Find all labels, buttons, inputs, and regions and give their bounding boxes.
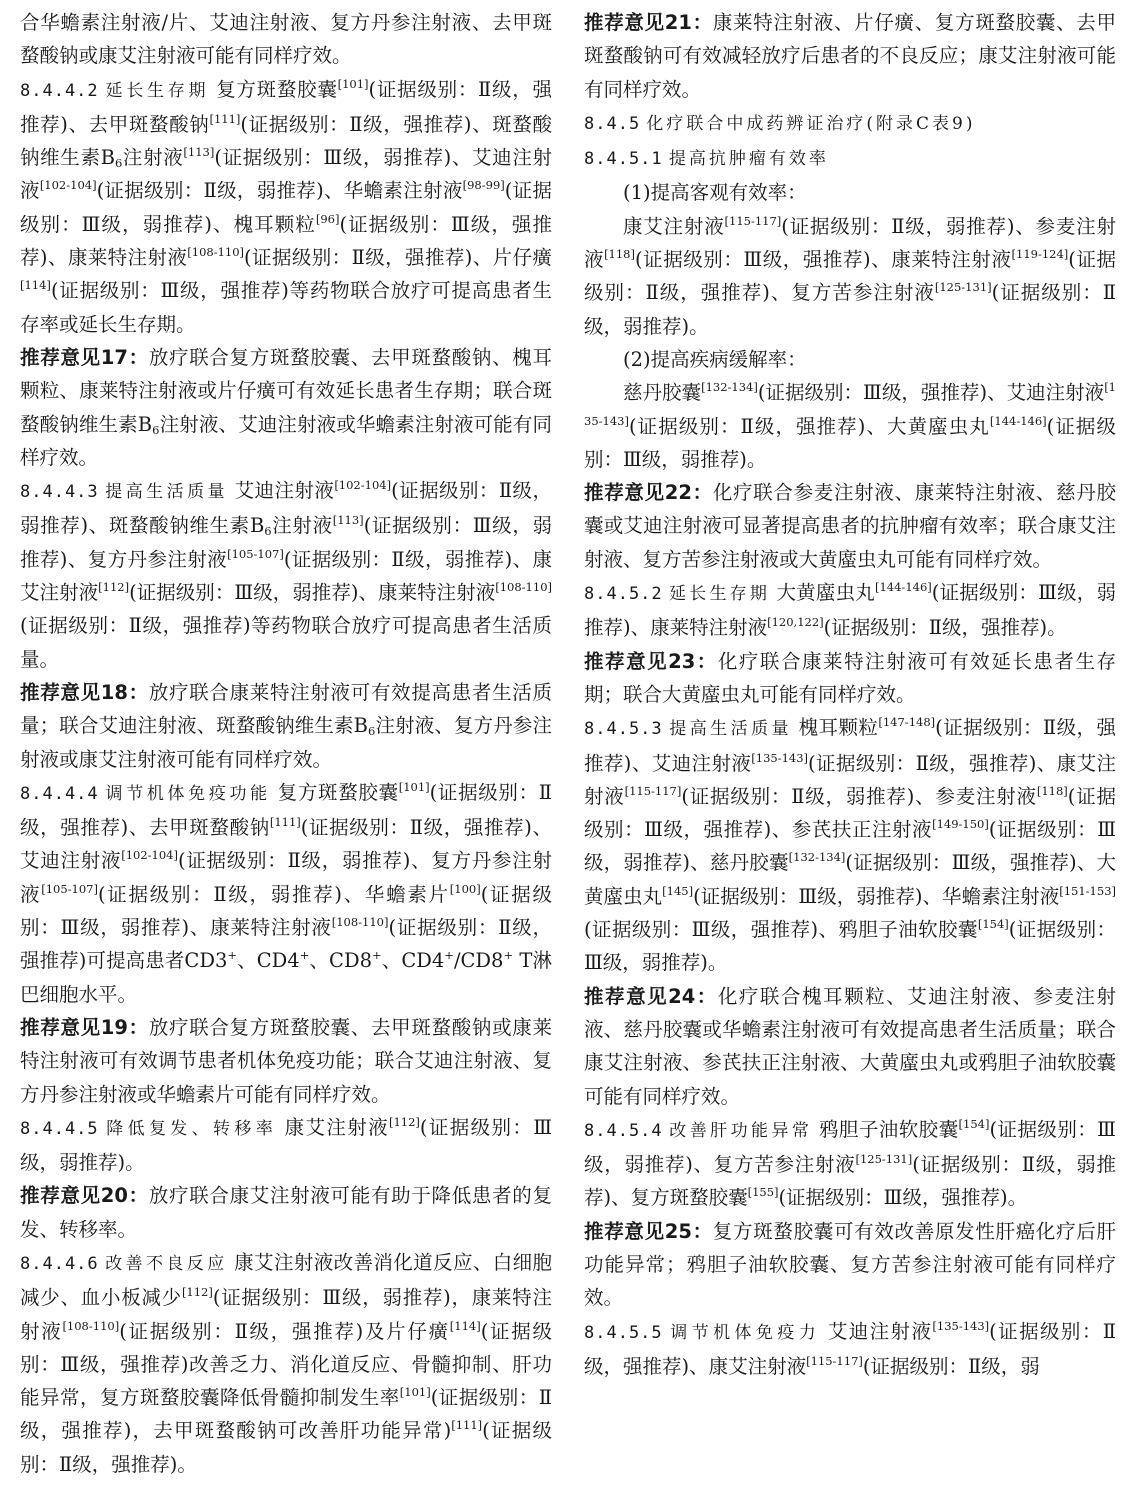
section-title: 调节机体免疫力 bbox=[670, 1322, 821, 1343]
recommendation-text: 放疗联合康艾注射液可能有助于降低患者的复发、转移率。 bbox=[20, 1184, 552, 1241]
section-paragraph bbox=[20, 474, 552, 676]
recommendation-text: 复方斑蝥胶囊可有效改善原发性肝癌化疗后肝功能异常；鸦胆子油软胶囊、复方苦参注射液可能有同样疗效。 bbox=[584, 1219, 1116, 1310]
section-body: 鸦胆子油软胶囊[154](证据级别：Ⅲ级，弱推荐)、复方苦参注射液[125-131](证据级别：Ⅱ级，弱推荐)、复方斑蝥胶囊[155](证据级别：Ⅲ级，强推荐)。 bbox=[584, 1116, 1116, 1210]
recommendation-label: 推荐意见22： bbox=[584, 481, 713, 505]
recommendation bbox=[584, 1215, 1116, 1315]
section-title: 降低复发、转移率 bbox=[106, 1118, 278, 1139]
recommendation bbox=[20, 341, 552, 474]
recommendation-label: 推荐意见17： bbox=[20, 345, 149, 369]
section-number: 8.4.5.3 bbox=[584, 719, 663, 740]
subheading bbox=[584, 343, 1116, 376]
recommendation bbox=[584, 6, 1116, 106]
section-paragraph bbox=[584, 1315, 1116, 1384]
subheading bbox=[584, 176, 1116, 209]
section-title: 延长生存期 bbox=[105, 80, 210, 101]
section-body: 康艾注射液改善消化道反应、白细胞减少、血小板减少[112](证据级别：Ⅲ级，弱推荐)，康莱特注射液[108-110](证据级别：Ⅱ级，强推荐)及片仔癀[114](证据级别：Ⅲ级，强推荐)改善乏力、消化道反应、骨髓抑制、肝功能异常，复方斑蝥胶囊降低骨髓抑制发生率[101](证据级别：Ⅱ级，强推荐)，去甲斑蝥酸钠可改善肝功能异常)[111](证据级别：Ⅱ级，强推荐)。 bbox=[20, 1250, 552, 1476]
section-body: 大黄䗪虫丸[144-146](证据级别：Ⅲ级，弱推荐)、康莱特注射液[120,122](证据级别：Ⅱ级，强推荐)。 bbox=[584, 580, 1116, 640]
section-title: 改善不良反应 bbox=[105, 1253, 228, 1274]
section-paragraph bbox=[20, 73, 552, 341]
left-column bbox=[20, 6, 552, 1481]
recommendation-text: 放疗联合复方斑蝥胶囊、去甲斑蝥酸钠或康莱特注射液可有效调节患者机体免疫功能；联合艾迪注射液、复方丹参注射液或华蟾素片可能有同样疗效。 bbox=[20, 1015, 552, 1106]
section-title: 提高抗肿瘤有效率 bbox=[668, 149, 829, 170]
subheading-text: (1)提高客观有效率： bbox=[623, 181, 807, 205]
subheading-text: (2)提高疾病缓解率： bbox=[623, 347, 807, 371]
paragraph bbox=[584, 210, 1116, 343]
recommendation bbox=[584, 645, 1116, 712]
recommendation-label: 推荐意见21： bbox=[584, 11, 713, 34]
section-heading bbox=[584, 106, 1116, 141]
section-number: 8.4.5.2 bbox=[584, 584, 663, 605]
recommendation-label: 推荐意见25： bbox=[584, 1219, 713, 1243]
section-body: 艾迪注射液[135-143](证据级别：Ⅱ级，强推荐)、康艾注射液[115-117](证据级别：Ⅱ级，弱 bbox=[584, 1318, 1117, 1378]
section-paragraph bbox=[584, 576, 1116, 645]
section-title: 提高生活质量 bbox=[105, 482, 228, 503]
section-title: 提高生活质量 bbox=[669, 719, 792, 740]
section-number: 8.4.4.2 bbox=[20, 80, 99, 101]
section-number: 8.4.4.5 bbox=[20, 1118, 99, 1139]
section-title: 化疗联合中成药辨证治疗(附录C表9) bbox=[646, 113, 976, 134]
section-body: 艾迪注射液[102-104](证据级别：Ⅱ级，弱推荐)、斑蝥酸钠维生素$B_6$注射液[113](证据级别：Ⅲ级，弱推荐)、复方丹参注射液[105-107](证据级别：Ⅱ级，弱推荐)、康艾注射液[112](证据级别：Ⅲ级，弱推荐)、康莱特注射液[108-110](证据级别：Ⅱ级，强推荐)等药物联合放疗可提高患者生活质量。 bbox=[20, 478, 552, 671]
section-number: 8.4.5.5 bbox=[584, 1322, 663, 1343]
section-number: 8.4.5.1 bbox=[584, 149, 663, 170]
section-number: 8.4.5 bbox=[584, 113, 641, 134]
recommendation-label: 推荐意见19： bbox=[20, 1015, 149, 1039]
paragraph bbox=[20, 6, 552, 73]
right-column bbox=[584, 6, 1116, 1383]
section-heading bbox=[584, 141, 1116, 176]
recommendation-text: 放疗联合康莱特注射液可有效提高患者生活质量；联合艾迪注射液、斑蝥酸钠维生素$B_6$注射液、复方丹参注射液或康艾注射液可能有同样疗效。 bbox=[20, 680, 552, 771]
recommendation-label: 推荐意见24： bbox=[584, 984, 718, 1008]
recommendation-text: 化疗联合康莱特注射液可有效延长患者生存期；联合大黄䗪虫丸可能有同样疗效。 bbox=[584, 649, 1116, 706]
section-paragraph bbox=[584, 1113, 1116, 1215]
recommendation-text: 放疗联合复方斑蝥胶囊、去甲斑蝥酸钠、槐耳颗粒、康莱特注射液或片仔癀可有效延长患者生存期；联合斑蝥酸钠维生素$B_6$注射液、艾迪注射液或华蟾素注射液可能有同样疗效。 bbox=[20, 345, 552, 469]
section-number: 8.4.4.3 bbox=[20, 482, 99, 503]
section-number: 8.4.4.6 bbox=[20, 1253, 99, 1274]
section-paragraph bbox=[20, 776, 552, 1011]
paragraph-text: 慈丹胶囊[132-134](证据级别：Ⅲ级，强推荐)、艾迪注射液[135-143](证据级别：Ⅱ级，强推荐)、大黄䗪虫丸[144-146](证据级别：Ⅲ级，弱推荐)。 bbox=[584, 380, 1116, 471]
recommendation bbox=[584, 476, 1116, 576]
paragraph-text: 合华蟾素注射液/片、艾迪注射液、复方丹参注射液、去甲斑蝥酸钠或康艾注射液可能有同样疗效。 bbox=[20, 11, 552, 68]
section-title: 改善肝功能异常 bbox=[669, 1120, 813, 1141]
recommendation-text: 化疗联合参麦注射液、康莱特注射液、慈丹胶囊或艾迪注射液可显著提高患者的抗肿瘤有效率；联合康艾注射液、复方苦参注射液或大黄䗪虫丸可能有同样疗效。 bbox=[584, 481, 1116, 571]
paragraph-text: 康艾注射液[115-117](证据级别：Ⅱ级，弱推荐)、参麦注射液[118](证据级别：Ⅲ级，强推荐)、康莱特注射液[119-124](证据级别：Ⅱ级，强推荐)、复方苦参注射液[125-131](证据级别：Ⅱ级，弱推荐)。 bbox=[584, 213, 1116, 338]
recommendation-label: 推荐意见23： bbox=[584, 649, 718, 673]
section-title: 延长生存期 bbox=[669, 584, 771, 605]
section-body: 复方斑蝥胶囊[101](证据级别：Ⅱ级，强推荐)、去甲斑蝥酸钠[111](证据级别：Ⅱ级，强推荐)、艾迪注射液[102-104](证据级别：Ⅱ级，弱推荐)、复方丹参注射液[105-107](证据级别：Ⅱ级，弱推荐)、华蟾素片[100](证据级别：Ⅲ级，弱推荐)、康莱特注射液[108-110](证据级别：Ⅱ级，强推荐)可提高患者CD3+、CD4+、CD8+、CD4+/CD8+ T淋巴细胞水平。 bbox=[20, 779, 553, 1006]
section-body: 康艾注射液[112](证据级别：Ⅲ级，弱推荐)。 bbox=[20, 1114, 552, 1175]
section-body: 复方斑蝥胶囊[101](证据级别：Ⅱ级，强推荐)、去甲斑蝥酸钠[111](证据级别：Ⅱ级，强推荐)、斑蝥酸钠维生素$B_6$注射液[113](证据级别：Ⅲ级，弱推荐)、艾迪注射液[102-104](证据级别：Ⅱ级，弱推荐)、华蟾素注射液[98-99](证据级别：Ⅲ级，弱推荐)、槐耳颗粒[96](证据级别：Ⅲ级，强推荐)、康莱特注射液[108-110](证据级别：Ⅱ级，强推荐)、片仔癀[114](证据级别：Ⅲ级，强推荐)等药物联合放疗可提高患者生存率或延长生存期。 bbox=[20, 76, 552, 336]
recommendation bbox=[20, 1179, 552, 1246]
recommendation bbox=[20, 1011, 552, 1111]
recommendation-label: 推荐意见18： bbox=[20, 680, 149, 704]
recommendation-text: 康莱特注射液、片仔癀、复方斑蝥胶囊、去甲斑蝥酸钠可有效减轻放疗后患者的不良反应；康艾注射液可能有同样疗效。 bbox=[584, 11, 1116, 101]
recommendation bbox=[20, 676, 552, 776]
section-number: 8.4.4.4 bbox=[20, 783, 99, 804]
recommendation-text: 化疗联合槐耳颗粒、艾迪注射液、参麦注射液、慈丹胶囊或华蟾素注射液可有效提高患者生活质量；联合康艾注射液、参芪扶正注射液、大黄䗪虫丸或鸦胆子油软胶囊可能有同样疗效。 bbox=[584, 984, 1116, 1108]
section-title: 调节机体免疫功能 bbox=[105, 783, 271, 804]
section-body: 槐耳颗粒[147-148](证据级别：Ⅱ级，强推荐)、艾迪注射液[135-143](证据级别：Ⅱ级，强推荐)、康艾注射液[115-117](证据级别：Ⅱ级，弱推荐)、参麦注射液[118](证据级别：Ⅲ级，强推荐)、参芪扶正注射液[149-150](证据级别：Ⅲ级，弱推荐)、慈丹胶囊[132-134](证据级别：Ⅲ级，强推荐)、大黄䗪虫丸[145](证据级别：Ⅲ级，弱推荐)、华蟾素注射液[151-153](证据级别：Ⅲ级，强推荐)、鸦胆子油软胶囊[154](证据级别：Ⅲ级，弱推荐)。 bbox=[584, 715, 1116, 975]
paragraph bbox=[584, 376, 1116, 476]
recommendation bbox=[584, 980, 1116, 1113]
section-paragraph bbox=[584, 711, 1116, 979]
section-paragraph bbox=[20, 1111, 552, 1180]
recommendation-label: 推荐意见20： bbox=[20, 1184, 149, 1208]
section-paragraph bbox=[20, 1246, 552, 1481]
section-number: 8.4.5.4 bbox=[584, 1120, 663, 1141]
